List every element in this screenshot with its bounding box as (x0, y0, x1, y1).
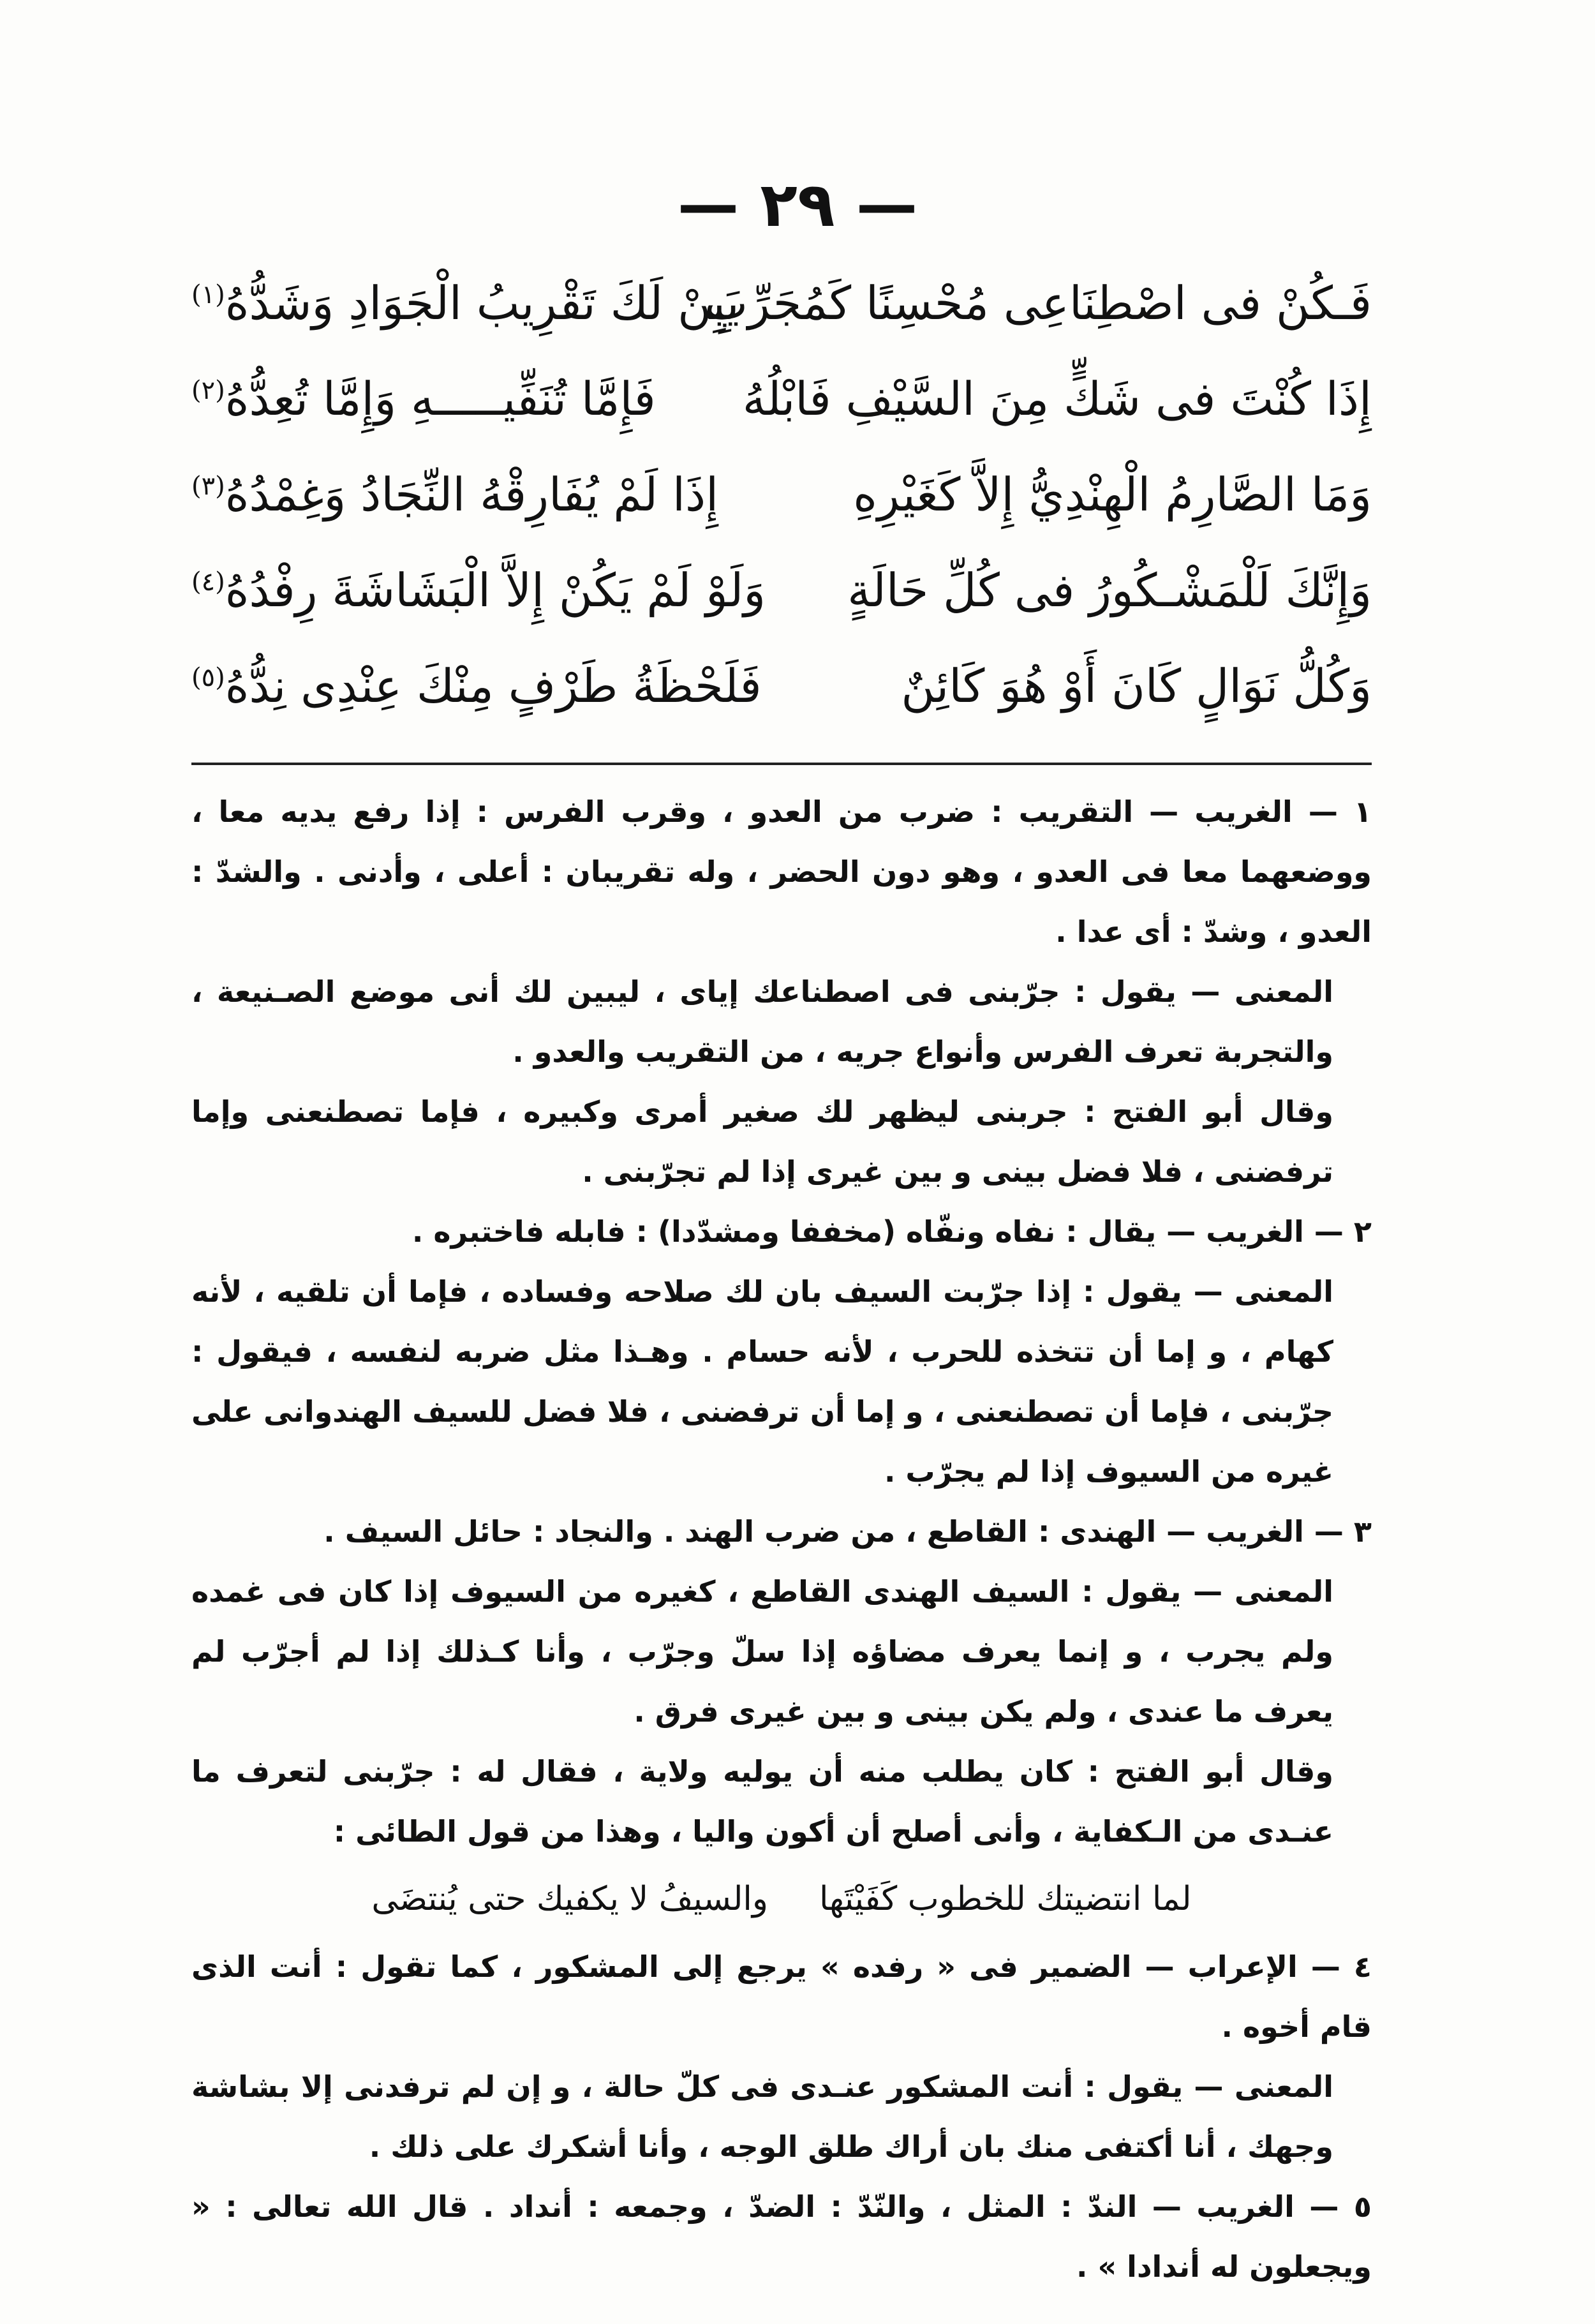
note-2-gharib: ٢ — الغريب — يقال : نفاه ونفّاه (مخففا ومشدّدا) : فابله فاختبره . (412, 1214, 1372, 1249)
footnote-ref: (١) (191, 280, 225, 309)
note-1-abulfath: وقال أبو الفتح : جربنى ليظهر لك صغير أمرى وكبيره ، فإما تصطنعنى وإما ترفضنى ، فلا فضل بينى و بين غيرى إذا لم تجرّبنى . (191, 1094, 1333, 1189)
verse-second-hemistich (191, 372, 782, 426)
poem (191, 255, 1372, 734)
verse-2 (191, 351, 1372, 447)
verse-first-hemistich: وَمَا الصَّارِمُ الْهِنْدِيُّ إِلاَّ كَغَيْرِهِ (853, 468, 1372, 521)
note-1-meaning: المعنى — يقول : جرّبنى فى اصطناعك إياى ، ليبين لك أنى موضع الصـنيعة ، والتجربة تعرف الفرس وأنواع جريه ، من التقريب والعدو . (191, 974, 1333, 1069)
verse-second-hemistich (191, 276, 782, 330)
verse-5 (191, 638, 1372, 734)
footnote-divider (191, 763, 1372, 765)
note-4-iraab: ٤ — الإعراب — الضمير فى « رفده » يرجع إلى المشكور ، كما تقول : أنت الذى قام أخوه . (191, 1949, 1372, 2044)
note-2-meaning: المعنى — يقول : إذا جرّبت السيف بان لك صلاحه وفساده ، فإما أن تلقيه ، لأنه كهام ، و إما أن تتخذه للحرب ، لأنه حسام . وهـذا مثل ضربه لنفسه ، فيقول : جرّبنى ، فإما أن تصطنعنى ، و إما أن ترفضنى ، فلا فضل للسيف الهندوانى على غيره من السيوف إذا لم يجرّب . (191, 1274, 1333, 1489)
verse-second-hemistich (191, 563, 782, 617)
quoted-verse-first: لما انتضيتك للخطوب كَفَيْتَها (819, 1880, 1192, 1918)
verse-first-hemistich: إِذَا كُنْتَ فى شَكٍّ مِنَ السَّيْفِ فَابْلُهُ (742, 372, 1372, 426)
verse-4 (191, 542, 1372, 638)
page-number: — ٢٩ — (677, 169, 918, 241)
note-3-meaning: المعنى — يقول : السيف الهندى القاطع ، كغيره من السيوف إذا كان فى غمده ولم يجرب ، و إنما يعرف مضاؤه إذا سلّ وجرّب ، وأنا كـذلك إذا لم أجرّب لم يعرف ما عندى ، ولم يكن بينى و بين غيرى فرق . (191, 1574, 1333, 1729)
verse-text: وَلَوْ لَمْ يَكُنْ إِلاَّ الْبَشَاشَةَ رِفْدُهُ (225, 563, 766, 617)
footnote-ref: (٣) (191, 472, 225, 501)
verse-first-hemistich: فَـكُنْ فى اصْطِنَاعِى مُحْسِنًا كَمُجَرِّبِ (704, 276, 1372, 330)
verse-3 (191, 447, 1372, 542)
verse-first-hemistich: وَإِنَّكَ لَلْمَشْـكُورُ فى كُلِّ حَالَةٍ (847, 563, 1372, 617)
note-4-meaning: المعنى — يقول : أنت المشكور عنـدى فى كلّ حالة ، و إن لم ترفدنى إلا بشاشة وجهك ، أنا أكتفى منك بان أراك طلق الوجه ، وأنا أشكرك على ذلك . (191, 2069, 1333, 2164)
footnote-ref: (٤) (191, 567, 225, 597)
quoted-verse (191, 1869, 1372, 1929)
verse-text: فَإِمَّا تُنَفِّيـــــهِ وَإِمَّا تُعِدُّهُ (225, 372, 656, 426)
footnote-ref: (٢) (191, 376, 225, 405)
verse-second-hemistich (191, 659, 782, 713)
note-3-abulfath: وقال أبو الفتح : كان يطلب منه أن يوليه ولاية ، فقال له : جرّبنى لتعرف ما عنـدى من الـكفاية ، وأنى أصلح أن أكون واليا ، وهذا من قول الطائى : (191, 1754, 1333, 1849)
verse-second-hemistich (191, 468, 782, 521)
note-3-gharib: ٣ — الغريب — الهندى : القاطع ، من ضرب الهند . والنجاد : حائل السيف . (323, 1514, 1372, 1549)
verse-1 (191, 255, 1372, 351)
footnote-ref: (٥) (191, 663, 225, 692)
verse-first-hemistich: وَكُلُّ نَوَالٍ كَانَ أَوْ هُوَ كَائِنٌ (901, 659, 1372, 713)
note-5-gharib: ٥ — الغريب — الندّ : المثل ، والنّدّ : الضدّ ، وجمعه : أنداد . قال الله تعالى : « ويجعلون له أندادا » . (191, 2189, 1372, 2284)
note-1-gharib: ١ — الغريب — التقريب : ضرب من العدو ، وقرب الفرس : إذا رفع يديه معا ، ووضعهما معا فى العدو ، وهو دون الحضر ، وله تقريبان : أعلى ، وأدنى . والشدّ : العدو ، وشدّ : أى عدا . (191, 794, 1372, 949)
verse-text: إِذَا لَمْ يُفَارِقْهُ النِّجَادُ وَغِمْدُهُ (225, 468, 719, 521)
verse-text: فَلَحْظَةُ طَرْفٍ مِنْكَ عِنْدِى نِدُّهُ (225, 659, 762, 713)
quoted-verse-second: والسيفُ لا يكفيك حتى يُنتضَى (371, 1880, 768, 1918)
commentary (191, 782, 1372, 2297)
verse-text: يَبِنْ لَكَ تَقْرِيبُ الْجَوَادِ وَشَدُّهُ (225, 276, 739, 330)
